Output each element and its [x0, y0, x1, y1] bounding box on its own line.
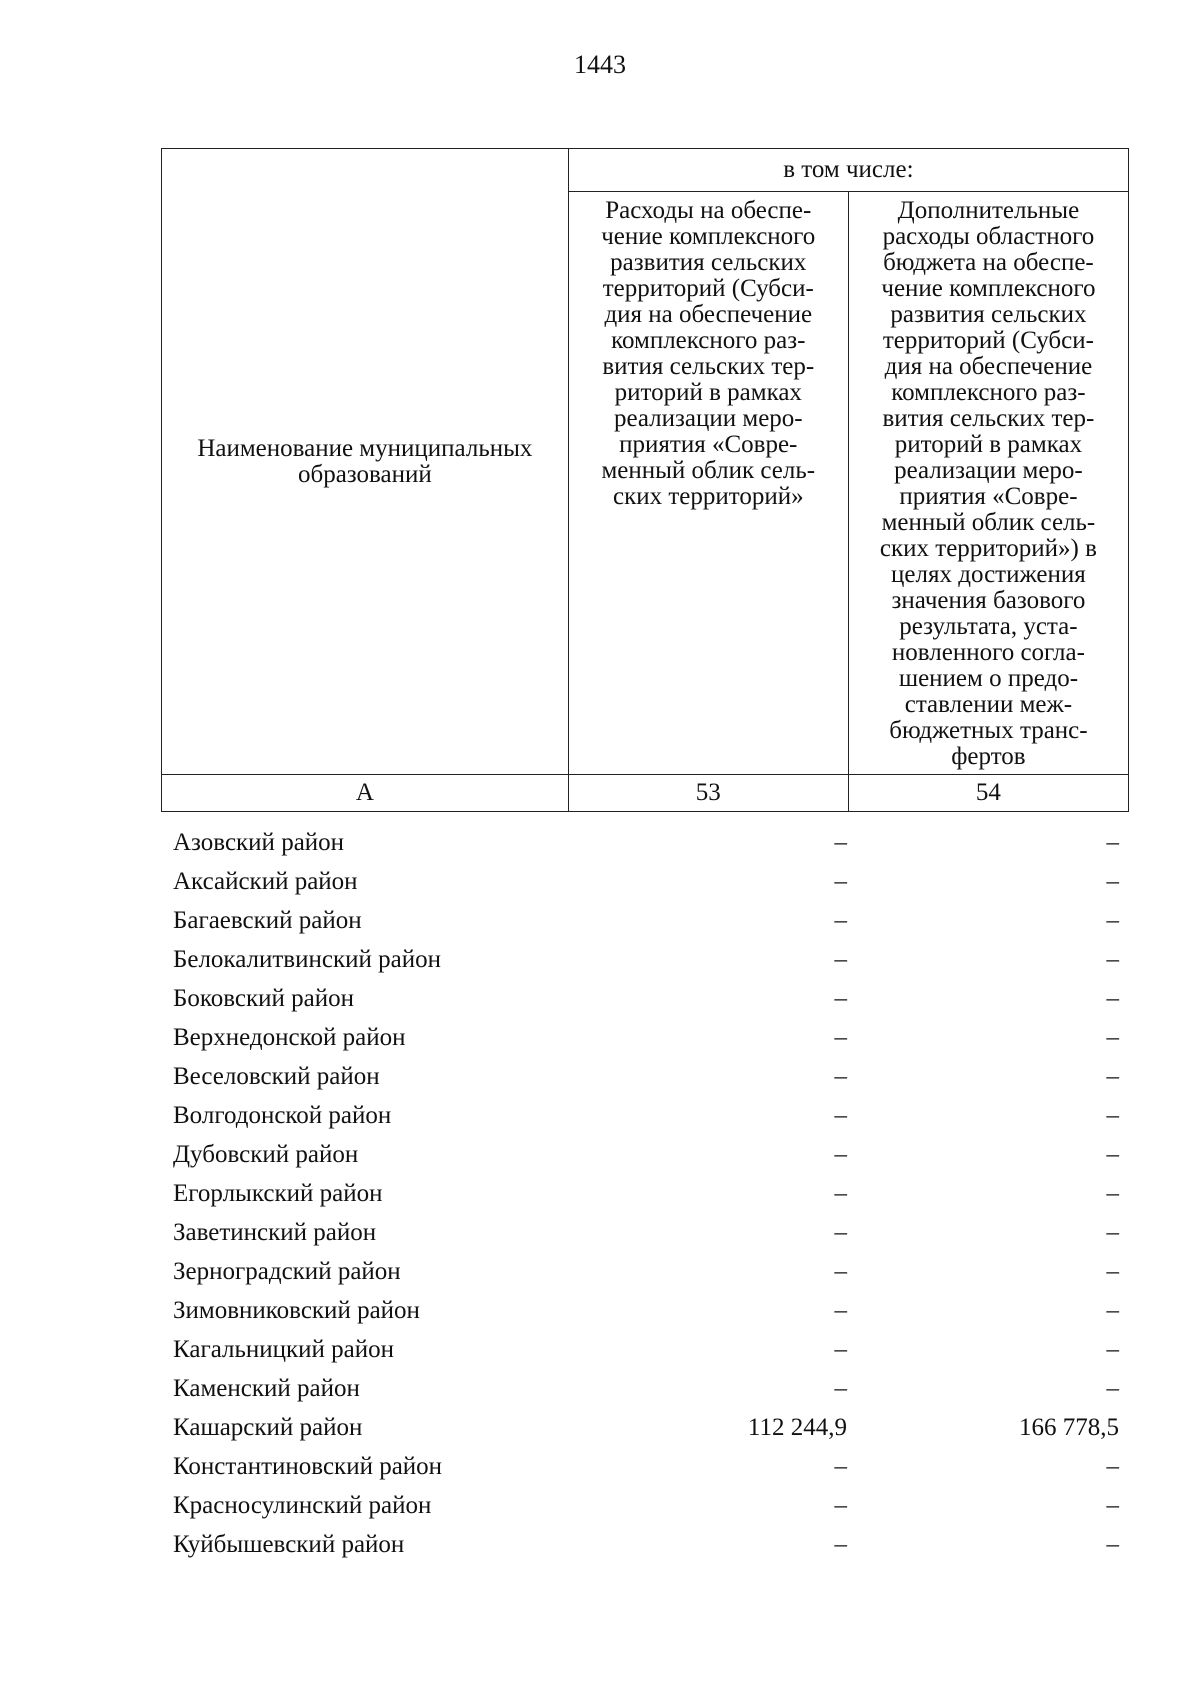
row-value-54: – — [1106, 1297, 1119, 1324]
table-row — [161, 901, 1129, 940]
row-value-54: – — [1106, 1531, 1119, 1558]
col53-header-line: территорий (Субси- — [602, 275, 814, 302]
row-value-53: – — [834, 1180, 847, 1207]
row-value-54: – — [1106, 829, 1119, 856]
row-name: Белокалитвинский район — [173, 946, 441, 973]
row-name: Егорлыкский район — [173, 1180, 383, 1207]
row-value-54: – — [1106, 868, 1119, 895]
table-row — [161, 1135, 1129, 1174]
index-cell-53: 53 — [568, 775, 848, 812]
col53-header-line: реализации меро- — [613, 405, 803, 432]
table-header — [161, 148, 1129, 812]
table-row — [161, 1369, 1129, 1408]
table-row — [161, 1096, 1129, 1135]
row-name: Зимовниковский район — [173, 1297, 420, 1324]
row-value-53: – — [834, 907, 847, 934]
row-name: Аксайский район — [173, 868, 358, 895]
col54-header-line: реализации меро- — [894, 457, 1083, 484]
row-name: Константиновский район — [173, 1453, 443, 1480]
row-value-54: – — [1106, 1336, 1119, 1363]
col53-header-line: чение комплексного — [601, 223, 816, 250]
col54-header-line: целях достижения — [891, 561, 1086, 588]
row-value-54: – — [1106, 1492, 1119, 1519]
col54-header-line: комплексного раз- — [891, 379, 1086, 406]
row-value-53: – — [834, 1453, 847, 1480]
row-value-54: – — [1106, 1258, 1119, 1285]
column-header-54 — [848, 192, 1128, 775]
row-value-54: – — [1106, 1375, 1119, 1402]
row-value-53: – — [834, 1024, 847, 1051]
row-value-53: – — [834, 868, 847, 895]
index-cell-54: 54 — [848, 775, 1128, 812]
row-value-54: – — [1106, 1219, 1119, 1246]
col54-header-line: дия на обеспечение — [884, 353, 1093, 380]
table-row — [161, 862, 1129, 901]
row-value-53: – — [834, 985, 847, 1012]
col54-header-line: развития сельских — [890, 301, 1087, 328]
row-name: Багаевский район — [173, 907, 362, 934]
row-name: Каменский район — [173, 1375, 360, 1402]
col53-header-line: приятия «Совре- — [619, 431, 798, 458]
row-value-53: – — [834, 1336, 847, 1363]
row-name: Волгодонской район — [173, 1102, 392, 1129]
col54-header-line: ских территорий») в — [879, 535, 1097, 562]
table-body — [161, 823, 1129, 1564]
row-value-53: – — [834, 1258, 847, 1285]
table-row — [161, 1486, 1129, 1525]
col53-header-line: риторий в рамках — [614, 379, 802, 406]
row-name: Кагальницкий район — [173, 1336, 395, 1363]
col53-header-line: Расходы на обеспе- — [605, 197, 812, 224]
row-value-53: – — [834, 1375, 847, 1402]
row-value-54: – — [1106, 1141, 1119, 1168]
col54-header-line: вития сельских тер- — [882, 405, 1095, 432]
row-value-53: 112 244,9 — [747, 1414, 847, 1441]
row-value-54: – — [1106, 1102, 1119, 1129]
row-name: Зерноградский район — [173, 1258, 401, 1285]
col54-header-line: бюджета на обеспе- — [883, 249, 1094, 276]
col53-header-line: ских территорий» — [612, 483, 804, 510]
page-number: 1443 — [574, 50, 626, 79]
row-value-53: – — [834, 946, 847, 973]
row-value-54: – — [1106, 985, 1119, 1012]
row-name: Красносулинский район — [173, 1492, 432, 1519]
table-row — [161, 1525, 1129, 1564]
row-value-54: – — [1106, 946, 1119, 973]
col54-header-line: расходы областного — [882, 223, 1095, 250]
row-value-54: – — [1106, 1024, 1119, 1051]
table-row — [161, 1018, 1129, 1057]
row-value-53: – — [834, 829, 847, 856]
row-value-54: – — [1106, 1453, 1119, 1480]
row-value-53: – — [834, 1102, 847, 1129]
col54-header-line: фертов — [951, 743, 1026, 770]
col53-header-line: вития сельских тер- — [602, 353, 815, 380]
row-name: Кашарский район — [173, 1414, 363, 1441]
row-value-53: – — [834, 1219, 847, 1246]
name-header-line: Наименование муниципальных — [197, 434, 533, 462]
row-value-53: – — [834, 1297, 847, 1324]
col54-header-line: приятия «Совре- — [899, 483, 1078, 510]
column-group-header: в том числе: — [568, 149, 1128, 192]
table-row — [161, 1057, 1129, 1096]
col53-header-line: менный облик сель- — [601, 457, 816, 484]
row-value-53: – — [834, 1492, 847, 1519]
row-value-53: – — [834, 1063, 847, 1090]
table-row — [161, 1213, 1129, 1252]
col54-header-line: ставлении меж- — [904, 691, 1073, 718]
row-name: Боковский район — [173, 985, 354, 1012]
col54-header-line: значения базового — [891, 587, 1086, 614]
col54-header-line: бюджетных транс- — [889, 717, 1088, 744]
col53-header-line: дия на обеспечение — [604, 301, 813, 328]
row-value-54: – — [1106, 1180, 1119, 1207]
col54-header-line: чение комплексного — [881, 275, 1096, 302]
col54-header-line: новленного согла- — [891, 639, 1085, 666]
col54-header-line: результата, уста- — [899, 613, 1078, 640]
row-name: Дубовский район — [173, 1141, 359, 1168]
column-header-53 — [568, 192, 848, 775]
row-value-54: 166 778,5 — [1019, 1414, 1119, 1441]
table-row — [161, 1330, 1129, 1369]
row-value-53: – — [834, 1531, 847, 1558]
col54-header-line: шением о предо- — [898, 665, 1079, 692]
table-row — [161, 823, 1129, 862]
row-name: Веселовский район — [173, 1063, 380, 1090]
row-name: Куйбышевский район — [173, 1531, 405, 1558]
col54-header-line: территорий (Субси- — [882, 327, 1094, 354]
row-name: Азовский район — [173, 829, 345, 856]
table-row — [161, 1174, 1129, 1213]
col54-header-line: менный облик сель- — [881, 509, 1096, 536]
row-name: Верхнедонской район — [173, 1024, 406, 1051]
name-header-line: образований — [297, 460, 432, 488]
col53-header-line: развития сельских — [610, 249, 807, 276]
col54-header-line: Дополнительные — [897, 197, 1080, 224]
table-row — [161, 1408, 1129, 1447]
table-row — [161, 979, 1129, 1018]
row-value-54: – — [1106, 1063, 1119, 1090]
table-row — [161, 940, 1129, 979]
column-header-name — [162, 149, 569, 775]
table-row — [161, 1291, 1129, 1330]
table-row — [161, 1447, 1129, 1486]
row-value-54: – — [1106, 907, 1119, 934]
col53-header-line: комплексного раз- — [611, 327, 806, 354]
table-row — [161, 1252, 1129, 1291]
col54-header-line: риторий в рамках — [894, 431, 1083, 458]
row-value-53: – — [834, 1141, 847, 1168]
row-name: Заветинский район — [173, 1219, 377, 1246]
index-cell-a: А — [162, 775, 569, 812]
